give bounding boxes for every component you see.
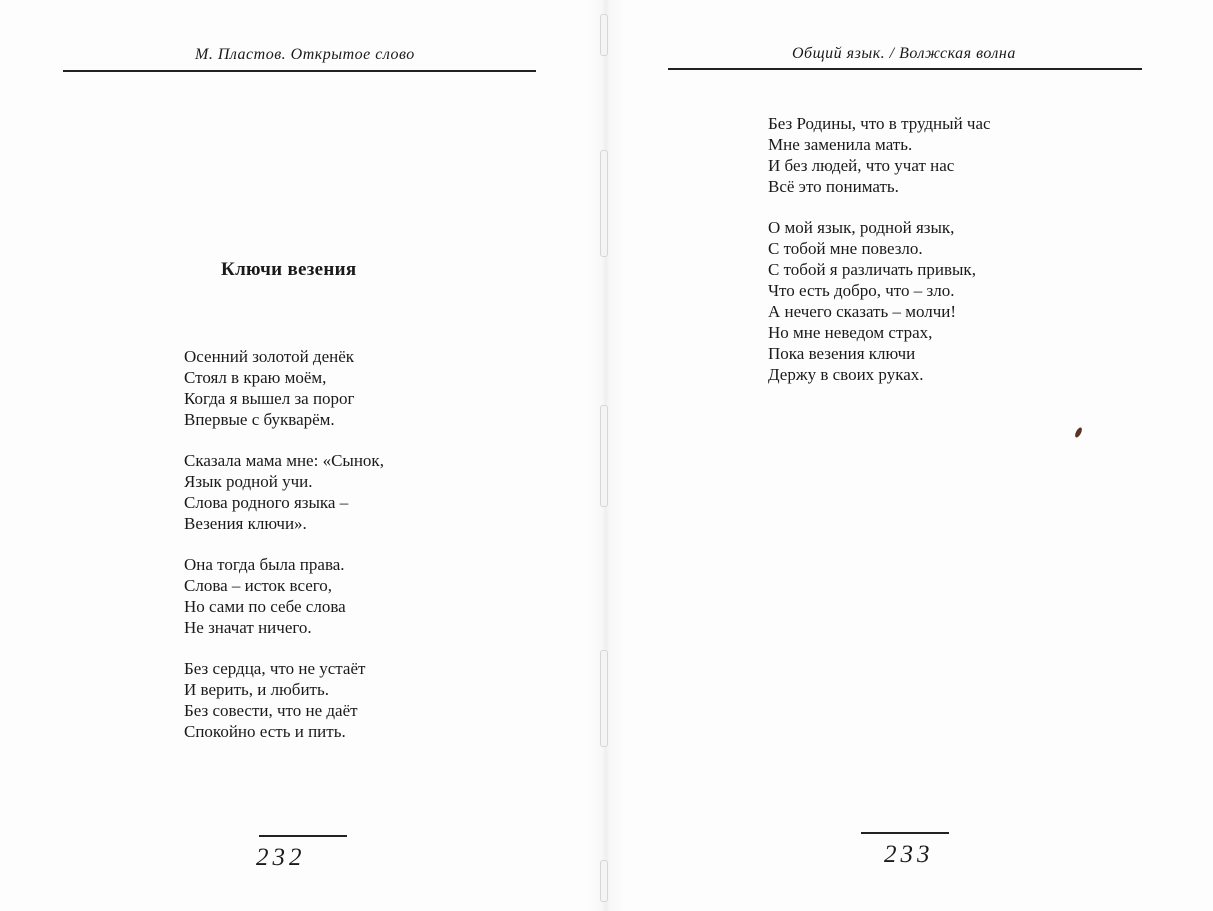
poem-title: Ключи везения — [221, 259, 357, 280]
footer-rule — [861, 832, 949, 834]
poem-line: Но сами по себе слова — [184, 597, 346, 616]
header-rule — [668, 68, 1142, 70]
stanza — [184, 554, 384, 638]
poem-line: И без людей, что учат нас — [768, 156, 955, 175]
right-page — [606, 0, 1213, 911]
poem-line: Осенний золотой денёк — [184, 347, 355, 366]
poem-line: Пока везения ключи — [768, 344, 916, 363]
poem-line: Спокойно есть и пить. — [184, 722, 346, 741]
poem-line: Она тогда была права. — [184, 555, 345, 574]
poem-line: Язык родной учи. — [184, 472, 313, 491]
poem-line: С тобой я различать привык, — [768, 260, 976, 279]
poem-line: А нечего сказать – молчи! — [768, 302, 957, 321]
poem-line: Мне заменила мать. — [768, 135, 913, 154]
running-head: Общий язык. / Волжская волна — [792, 45, 1016, 62]
poem-line: Сказала мама мне: «Сынок, — [184, 451, 384, 470]
poem-line: И верить, и любить. — [184, 680, 329, 699]
poem-line: Держу в своих руках. — [768, 365, 924, 384]
poem-line: Когда я вышел за порог — [184, 389, 355, 408]
left-page — [0, 0, 606, 911]
header-rule — [63, 70, 536, 72]
poem-line: Всё это понимать. — [768, 177, 899, 196]
poem-line: Без сердца, что не устаёт — [184, 659, 366, 678]
poem-line: Стоял в краю моём, — [184, 368, 327, 387]
poem-line: Слова – исток всего, — [184, 576, 333, 595]
poem-line: Что есть добро, что – зло. — [768, 281, 955, 300]
stanza — [768, 113, 991, 197]
poem-body — [184, 346, 384, 762]
page-number: 232 — [256, 844, 306, 871]
stanza — [184, 346, 384, 430]
poem-line: О мой язык, родной язык, — [768, 218, 955, 237]
poem-line: Без Родины, что в трудный час — [768, 114, 991, 133]
poem-line: С тобой мне повезло. — [768, 239, 923, 258]
page-number: 233 — [884, 841, 934, 868]
poem-line: Без совести, что не даёт — [184, 701, 358, 720]
stanza — [184, 450, 384, 534]
stanza — [768, 217, 991, 385]
stanza — [184, 658, 384, 742]
poem-line: Везения ключи». — [184, 514, 307, 533]
running-head: М. Пластов. Открытое слово — [195, 46, 415, 63]
poem-line: Впервые с букварём. — [184, 410, 335, 429]
poem-line: Слова родного языка – — [184, 493, 349, 512]
footer-rule — [259, 835, 347, 837]
poem-line: Но мне неведом страх, — [768, 323, 933, 342]
poem-line: Не значат ничего. — [184, 618, 312, 637]
poem-body — [768, 113, 991, 405]
